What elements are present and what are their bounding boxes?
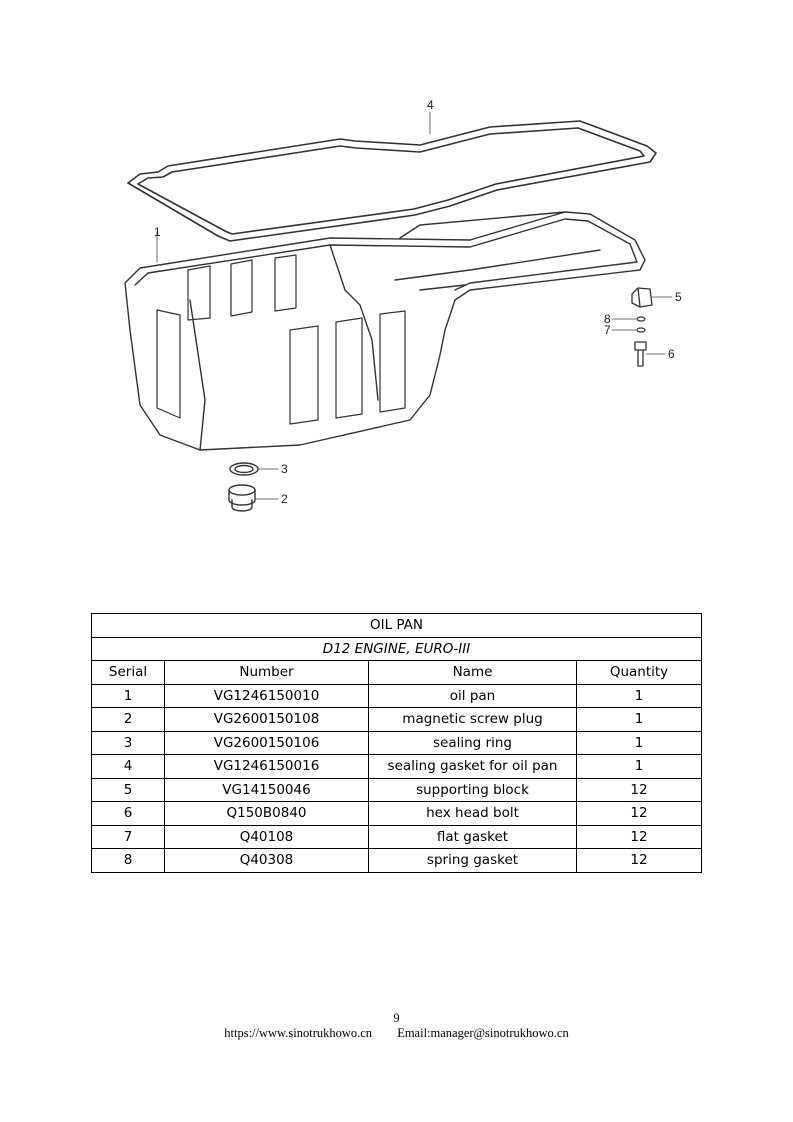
cell-serial: 8: [92, 849, 165, 873]
table-row: [92, 802, 702, 826]
callout-6: 6: [668, 347, 675, 361]
callout-8: 8: [604, 312, 611, 326]
cell-number: Q150B0840: [165, 802, 369, 826]
cell-quantity: 1: [577, 684, 702, 708]
cell-number: VG1246150010: [165, 684, 369, 708]
cell-name: sealing ring: [369, 731, 577, 755]
cell-quantity: 12: [577, 825, 702, 849]
table-row: [92, 849, 702, 873]
cell-quantity: 1: [577, 708, 702, 732]
cell-name: magnetic screw plug: [369, 708, 577, 732]
cell-name: spring gasket: [369, 849, 577, 873]
table-header-row: [92, 661, 702, 685]
cell-quantity: 12: [577, 849, 702, 873]
cell-quantity: 1: [577, 731, 702, 755]
header-serial: Serial: [92, 661, 165, 685]
page-number: 9: [393, 1011, 400, 1025]
cell-serial: 1: [92, 684, 165, 708]
cell-serial: 7: [92, 825, 165, 849]
cell-serial: 2: [92, 708, 165, 732]
gaskets-drawing: [637, 317, 645, 332]
callout-1: 1: [154, 225, 161, 239]
supporting-block-drawing: [632, 288, 652, 307]
table-row: [92, 731, 702, 755]
sealing-ring-drawing: [230, 463, 258, 475]
header-name: Name: [369, 661, 577, 685]
callout-3: 3: [281, 462, 288, 476]
oil-pan-exploded-diagram: [0, 0, 793, 560]
cell-number: VG1246150016: [165, 755, 369, 779]
table-row: [92, 825, 702, 849]
cell-name: flat gasket: [369, 825, 577, 849]
table-title: OIL PAN: [92, 614, 702, 638]
callout-4: 4: [427, 98, 434, 112]
table-row: [92, 755, 702, 779]
cell-name: oil pan: [369, 684, 577, 708]
footer-contact: [0, 1026, 793, 1041]
callout-7: 7: [604, 323, 611, 337]
callout-2: 2: [281, 492, 288, 506]
callout-5: 5: [675, 290, 682, 304]
cell-serial: 5: [92, 778, 165, 802]
table-subtitle: D12 ENGINE, EURO-III: [92, 637, 702, 661]
cell-quantity: 12: [577, 778, 702, 802]
oil-pan-drawing: [125, 212, 645, 450]
oil-pan-ribs: [157, 255, 405, 424]
header-quantity: Quantity: [577, 661, 702, 685]
cell-number: VG14150046: [165, 778, 369, 802]
sealing-gasket-drawing: [128, 121, 656, 241]
email-link[interactable]: Email:manager@sinotrukhowo.cn: [397, 1026, 569, 1040]
magnetic-screw-plug-drawing: [229, 485, 255, 511]
callout-leaders: [157, 112, 672, 499]
table-row: [92, 778, 702, 802]
cell-serial: 3: [92, 731, 165, 755]
cell-name: supporting block: [369, 778, 577, 802]
cell-number: VG2600150108: [165, 708, 369, 732]
header-number: Number: [165, 661, 369, 685]
cell-serial: 4: [92, 755, 165, 779]
cell-name: sealing gasket for oil pan: [369, 755, 577, 779]
cell-name: hex head bolt: [369, 802, 577, 826]
cell-quantity: 12: [577, 802, 702, 826]
parts-table: [91, 613, 702, 873]
table-row: [92, 708, 702, 732]
cell-quantity: 1: [577, 755, 702, 779]
website-link[interactable]: https://www.sinotrukhowo.cn: [224, 1026, 373, 1040]
cell-number: VG2600150106: [165, 731, 369, 755]
table-row: [92, 684, 702, 708]
cell-number: Q40108: [165, 825, 369, 849]
cell-serial: 6: [92, 802, 165, 826]
cell-number: Q40308: [165, 849, 369, 873]
hex-head-bolt-drawing: [635, 342, 646, 366]
